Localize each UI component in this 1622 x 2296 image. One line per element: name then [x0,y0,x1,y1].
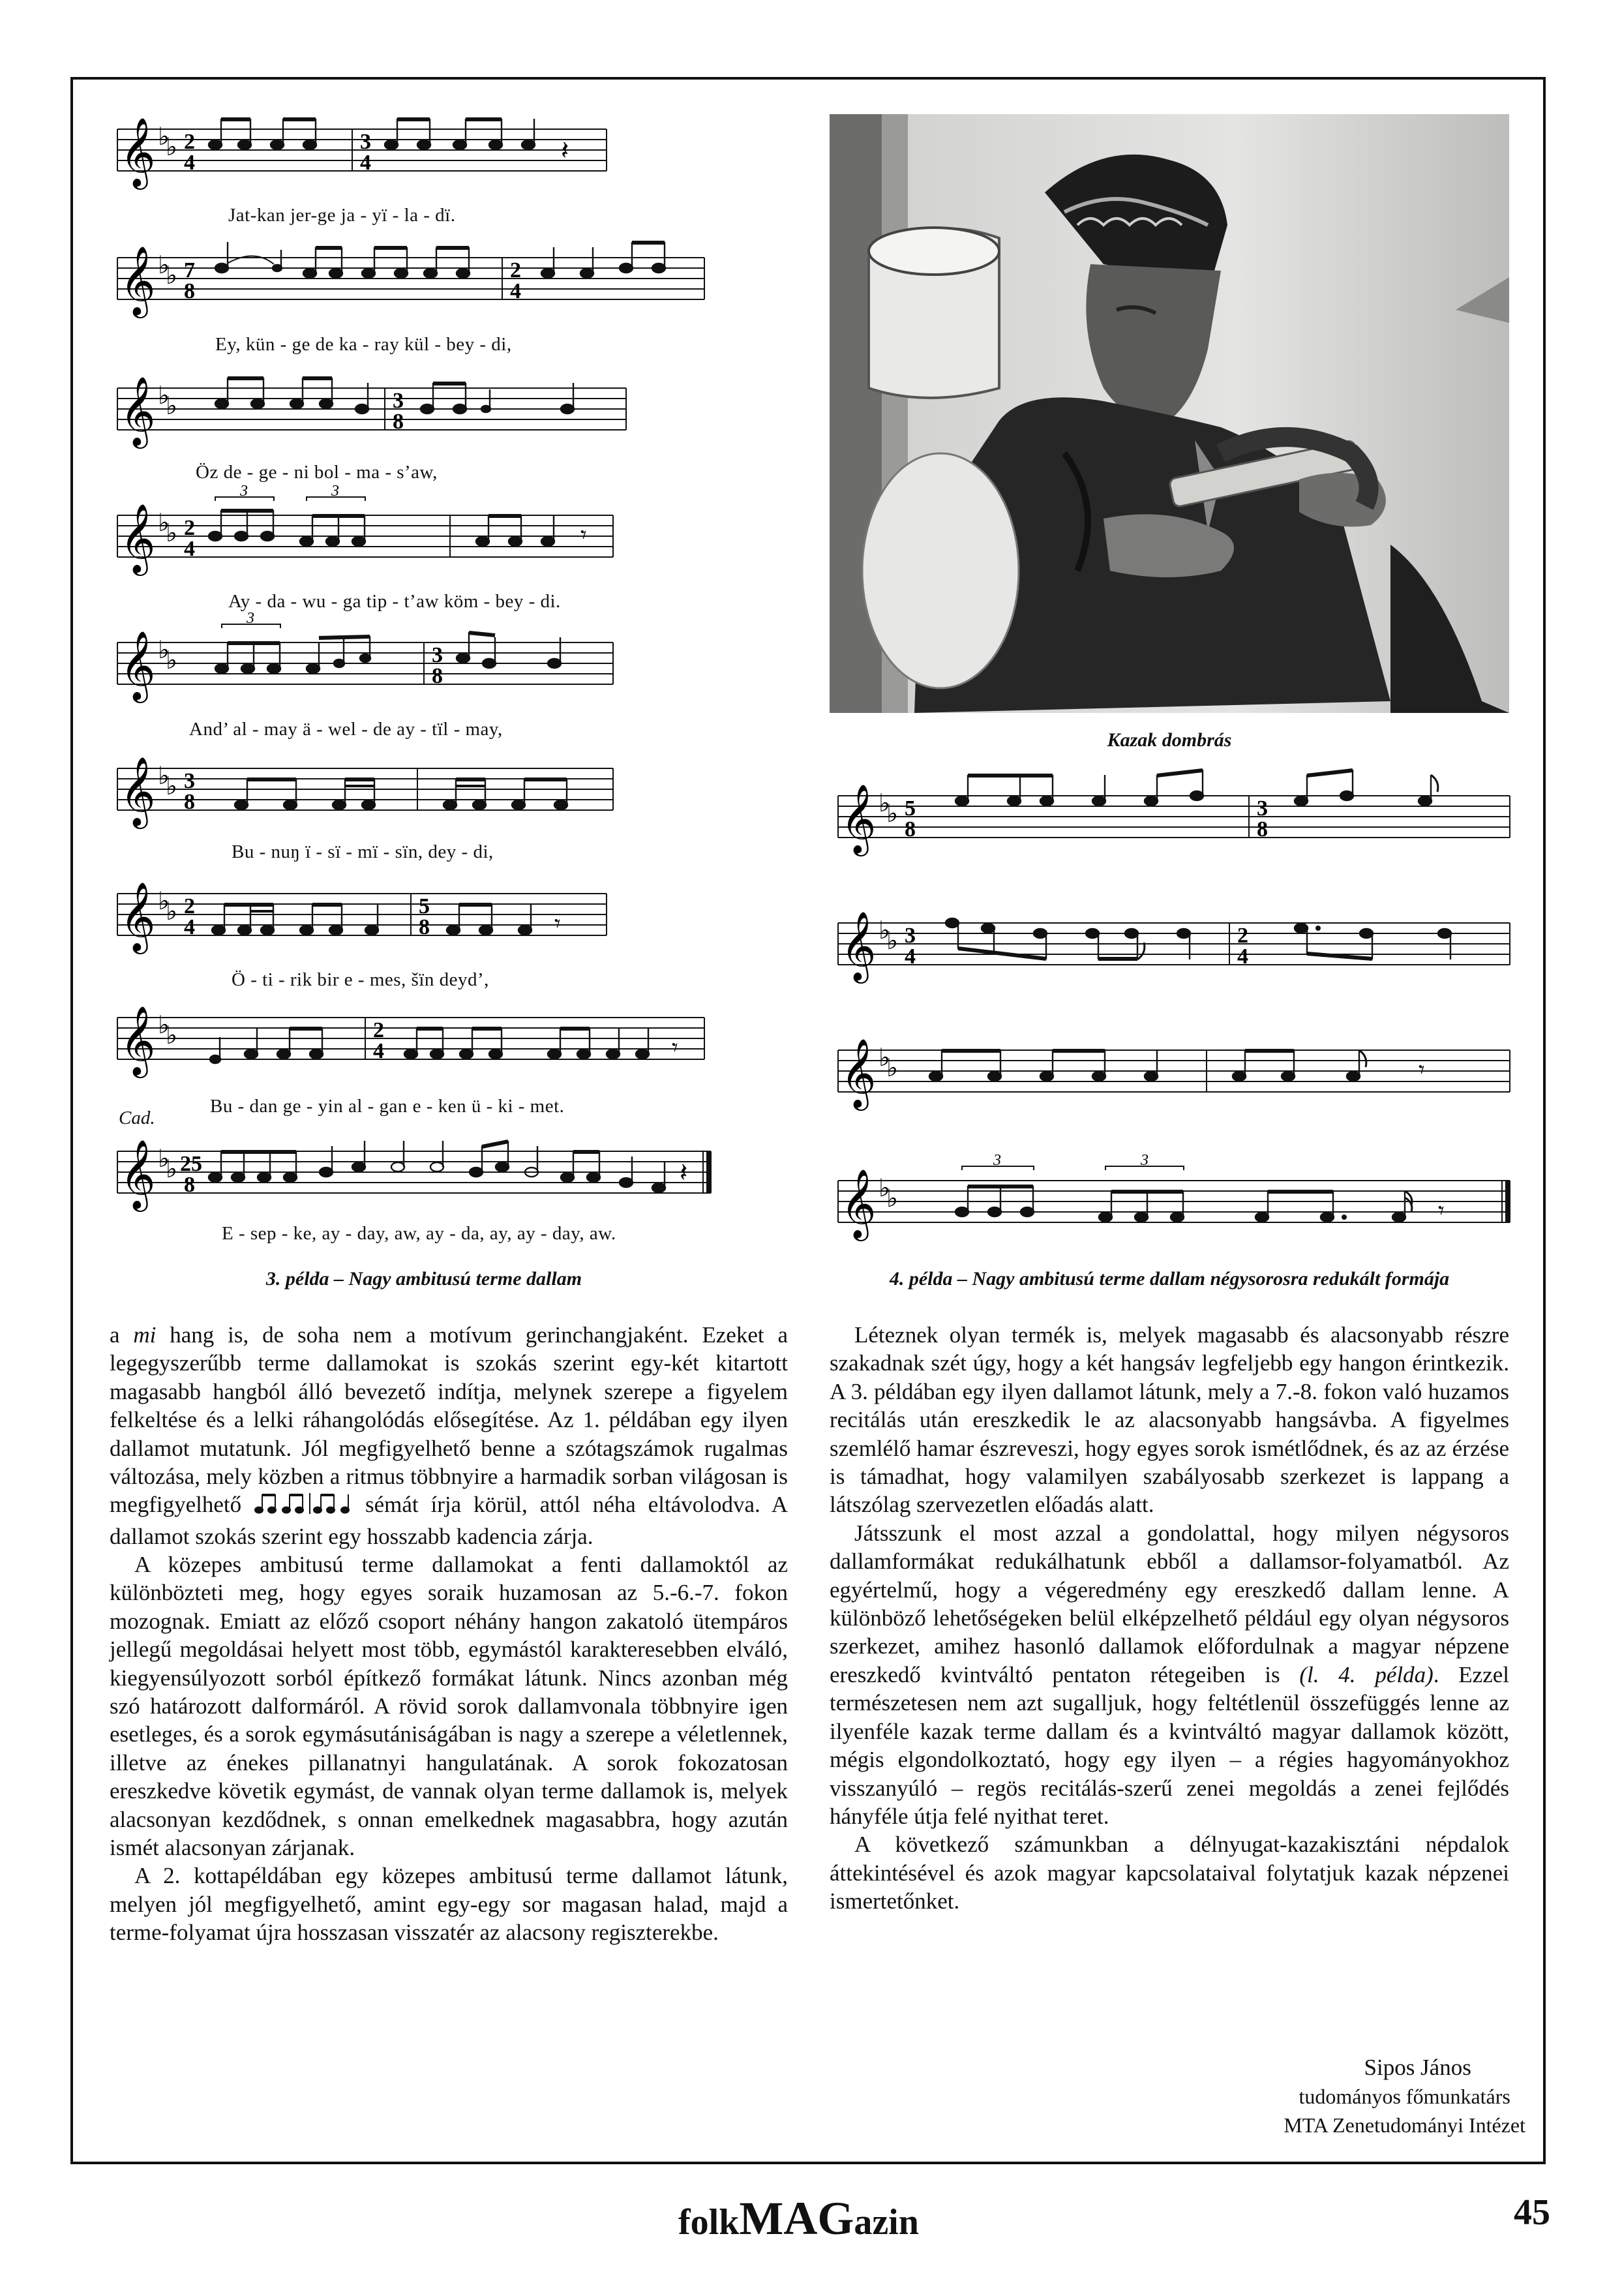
svg-text:♭: ♭ [886,1184,898,1213]
staff-ex3-line1 [111,116,613,201]
svg-text:2: 2 [184,130,195,154]
svg-text:𝄞: 𝄞 [120,756,156,826]
svg-text:4: 4 [510,279,521,303]
svg-text:2: 2 [510,258,521,282]
svg-text:𝄞: 𝄞 [120,1005,156,1075]
svg-text:7: 7 [184,258,195,282]
example3-caption: 3. példa – Nagy ambitusú terme dallam [265,1268,582,1290]
svg-text:3: 3 [432,643,443,667]
svg-text:5: 5 [905,796,916,821]
svg-text:3: 3 [240,483,248,500]
svg-text:3: 3 [905,924,916,948]
folkmagazin-logo [678,2192,919,2246]
svg-text:𝄞: 𝄞 [120,245,156,315]
svg-text:♭: ♭ [886,799,898,828]
svg-text:4: 4 [184,915,195,939]
svg-text:𝄽: 𝄽 [561,136,569,165]
svg-text:♭: ♭ [158,250,170,279]
staff-ex3-line8 [111,1004,711,1089]
svg-text:2: 2 [184,516,195,540]
rp2-reference: (l. 4. példa) [1299,1661,1434,1687]
svg-text:𝄾: 𝄾 [672,1035,678,1061]
lyric-ex3-line7: Ö - ti - rik bir e - mes, šïn deyd’, [232,969,489,990]
staff-ex4-line3 [832,1037,1516,1122]
p1-start: a [110,1322,134,1348]
left-text-column [110,1321,788,1947]
svg-text:3: 3 [184,769,195,793]
svg-text:♭: ♭ [886,926,898,955]
author-institution: MTA Zenetudományi Intézet [1284,2113,1525,2137]
svg-text:8: 8 [1257,817,1268,841]
author-name: Sipos János [1364,2055,1471,2080]
staff-ex3-line4 [111,483,620,587]
svg-text:𝄞: 𝄞 [841,911,877,980]
svg-text:𝄞: 𝄞 [841,783,877,853]
svg-text:♭: ♭ [166,261,177,290]
svg-text:𝄞: 𝄞 [841,1168,877,1238]
rp2-end: . Ezzel természetesen nem azt sugalljuk, hogy feltétlenül összefüggés lenne az ilyenféle kazak terme dallam és a kvintváltó magyar dallamok között, mégis elgondolkoztató, hogy egy ilyen – a régies hagyományokhoz visszanyúló – regös recitálás-szerű zenei megoldás a zenei fejlődés hányféle útja felé nyithat teret. [830,1661,1510,1829]
svg-text:♭: ♭ [166,1155,177,1183]
rhythm-scheme-icon [254,1492,353,1522]
svg-text:♭: ♭ [166,772,177,800]
svg-text:8: 8 [432,664,443,688]
staff-ex3-line7 [111,881,613,965]
svg-text:3: 3 [993,1152,1001,1169]
staff-ex3-line2 [111,245,711,329]
svg-text:♭: ♭ [166,897,177,926]
svg-text:8: 8 [393,410,404,434]
example4-caption: 4. példa – Nagy ambitusú terme dallam négysorosra redukált formája [889,1268,1450,1290]
svg-text:2: 2 [373,1018,384,1042]
svg-text:♭: ♭ [166,519,177,547]
photo-caption: Kazak dombrás [1107,729,1232,751]
svg-text:8: 8 [905,817,916,841]
svg-text:4: 4 [184,151,195,175]
svg-text:♭: ♭ [158,122,170,151]
lyric-ex3-line1: Jat-kan jer-ge ja - yï - la - dï. [228,205,456,226]
logo-mag: MAG [739,2192,854,2244]
svg-text:𝄽: 𝄽 [680,1158,688,1187]
left-paragraph-3: A 2. kottapéldában egy közepes ambitusú terme dallamot látunk, melyen jól megfigyelhető, amint egy-egy sor magasan halad, majd a terme-folyamat újra hosszasan visszatér az alacsony regiszterekbe. [110,1863,788,1946]
author-title: tudományos főmunkatárs [1299,2085,1510,2108]
svg-text:𝄞: 𝄞 [120,503,156,573]
svg-text:4: 4 [1237,944,1248,969]
left-paragraph-2: A közepes ambitusú terme dallamokat a fenti dallamoktól az különbözteti meg, hogy egyes soraik huzamosan az 5.-6.-7. fokon mozognak. Emiatt az előző csoport néhány hangon zakatoló ütempáros jellegű megoldásai helyett most több, egymástól karakteresebben elváló, kiegyensúlyozott sorból építkező formákat látunk. Nincs azonban még szó határozott dalformáról. A rövid sorok dallamvonala többnyire igen esetleges, és a sorok egymásutániságában is nagy a szerepe a véletlennek, illetve az énekes pillanatnyi hangulatának. A sorok fokozatosan ereszkedve követik egymást, de vannak olyan terme dallamok is, melyek alacsonyan kezdődnek, s onnan emelkednek magasabbra, hogy azután ismét alacsonyan zárjanak. [110,1552,788,1861]
svg-text:3: 3 [1141,1152,1149,1169]
svg-text:3: 3 [331,483,339,500]
svg-text:𝄞: 𝄞 [120,1139,156,1209]
lyric-ex3-line6: Bu - nuŋ ï - sï - mï - sïn, dey - di, [232,841,494,862]
svg-text:3: 3 [247,610,254,627]
svg-text:8: 8 [419,915,430,939]
left-paragraph-1 [110,1321,788,1550]
svg-text:𝄾: 𝄾 [1438,1198,1445,1224]
svg-text:♭: ♭ [879,1173,890,1202]
svg-text:𝄞: 𝄞 [120,881,156,951]
svg-text:25: 25 [180,1152,202,1176]
svg-text:♭: ♭ [166,1021,177,1050]
svg-text:3: 3 [393,389,404,413]
svg-text:4: 4 [184,537,195,561]
svg-text:♭: ♭ [886,1053,898,1082]
svg-text:♭: ♭ [158,886,170,915]
svg-text:♭: ♭ [166,391,177,420]
svg-text:♭: ♭ [158,381,170,410]
svg-text:𝄞: 𝄞 [120,117,156,187]
svg-text:♭: ♭ [158,761,170,790]
svg-text:2: 2 [1237,924,1248,948]
svg-text:3: 3 [1257,796,1268,821]
lyric-ex3-line3: Öz de - ge - ni bol - ma - s’aw, [196,462,438,483]
svg-text:𝄾: 𝄾 [580,522,587,548]
svg-text:8: 8 [184,279,195,303]
svg-text:𝄞: 𝄞 [841,1038,877,1108]
right-paragraph-3: A következő számunkban a délnyugat-kazakisztáni népdalok áttekintésével és azok magyar kapcsolataival folytatjuk kazak népzenei ismertetőnket. [830,1832,1509,1914]
p1-mi-italic: mi [133,1322,157,1348]
lyric-ex3-line8: Bu - dan ge - yin al - gan e - ken ü - ki - met. [210,1096,565,1117]
p1-end: sémát írja körül, attól néha eltávolodva. A dallamot szokás szerint egy hosszabb kadencia zárja. [110,1492,788,1549]
p1-middle: hang is, de soha nem a motívum gerinchangjaként. Ezeket a legegyszerűbb terme dallamokat is szokás szerint egy-két kitartott magasabb hangból álló bevezető indítja, melynek szerepe a figyelem felkeltése és a lelki ráhangolódás elősegítése. Az 1. példában egy ilyen dallamot mutatunk. Jól megfigyelhető benne a szótagszámok rugalmas változása, mely közben a ritmus többnyire a harmadik sorban világosan is megfigyelhető [110,1322,788,1518]
page-number: 45 [1514,2192,1550,2233]
rp2-start: Játsszunk el most azzal a gondolattal, hogy milyen négysoros dallamformákat redukálhatunk ebből a dallamsor-folyamatból. Az egyértelmű, hogy a végeredmény egy ereszkedő dallam lenne. A különböző lehetőségeken belül elképzelhető például egy olyan négysoros szerkezet, amihez hasonló dallamok előfordulnak a magyar népzene ereszkedő kvintváltó pentaton rétegeiben is [830,1520,1509,1687]
svg-text:♭: ♭ [166,132,177,161]
svg-text:𝄞: 𝄞 [120,376,156,446]
cad-label: Cad. [119,1108,155,1128]
svg-text:4: 4 [360,151,371,175]
staff-ex4-line2 [832,910,1516,995]
svg-text:4: 4 [905,944,916,969]
right-paragraph-1: Léteznek olyan termék is, melyek magasabb és alacsonyabb részre szakadnak szét úgy, hogy a két hangsáv legfeljebb egy hangon érintkezik. A 3. példában egy ilyen dallamot látunk, mely a 7.-8. fokon való huzamos recitálás után ereszkedik le az alacsonyabb hangsávba. A figyelmes szemlélő hamar észreveszi, hogy egyes sorok ismétlődnek, és az az érzése is támadhat, hogy valamilyen szabályosabb szerkezet is lappang a látszólag szervezetlen előadás alatt. [830,1322,1509,1518]
signature-block [1284,2053,1525,2139]
svg-text:8: 8 [184,1173,195,1197]
svg-text:3: 3 [360,130,371,154]
staff-ex3-line6 [111,755,620,840]
right-text-column [830,1321,1509,1916]
right-paragraph-2 [830,1519,1509,1830]
lyric-ex3-line5: And’ al - may ä - wel - de ay - tïl - may, [189,719,503,740]
staff-ex4-line4 [832,1152,1516,1252]
logo-suffix: azin [854,2202,919,2243]
svg-text:𝄞: 𝄞 [120,630,156,700]
svg-text:♭: ♭ [158,508,170,537]
svg-text:5: 5 [419,894,430,918]
svg-text:♭: ♭ [158,1144,170,1173]
lyric-ex3-line9: E - sep - ke, ay - day, aw, ay - da, ay, ay - day, aw. [222,1223,616,1244]
logo-prefix: folk [678,2202,740,2243]
svg-text:♭: ♭ [879,1043,890,1072]
svg-text:♭: ♭ [879,789,890,817]
lyric-ex3-line4: Ay - da - wu - ga tip - t’aw köm - bey - di. [228,591,561,612]
svg-text:8: 8 [184,790,195,814]
staff-ex3-line9 [111,1138,717,1223]
svg-text:♭: ♭ [158,635,170,664]
staff-ex4-line1 [832,783,1516,868]
svg-text:♭: ♭ [879,916,890,944]
svg-text:𝄾: 𝄾 [554,911,561,937]
svg-text:2: 2 [184,894,195,918]
staff-ex3-line5 [111,610,620,714]
svg-text:𝄾: 𝄾 [1419,1057,1425,1083]
svg-text:♭: ♭ [158,1010,170,1039]
svg-text:♭: ♭ [166,646,177,674]
svg-text:4: 4 [373,1039,384,1063]
kazak-dombra-player-photo [830,114,1509,713]
staff-ex3-line3 [111,375,633,460]
lyric-ex3-line2: Ey, kün - ge de ka - ray kül - bey - di, [215,334,512,355]
